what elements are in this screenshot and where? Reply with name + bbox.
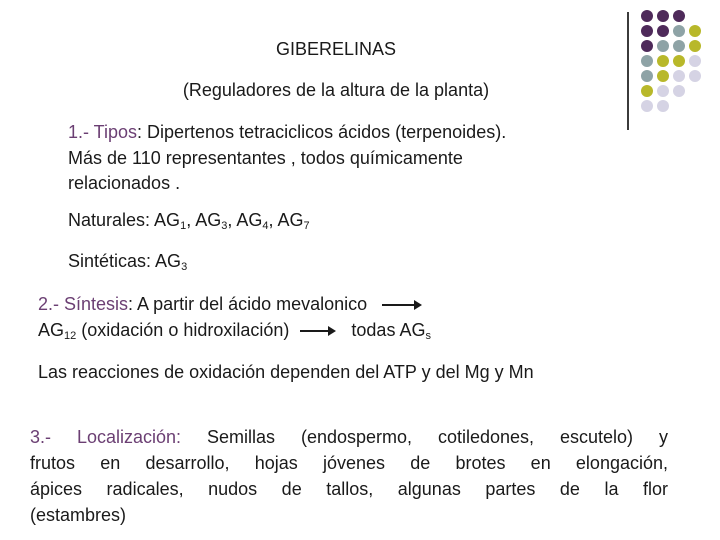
- decorative-dot: [673, 40, 685, 52]
- section-2-text: : A partir del ácido mevalonico: [128, 294, 368, 314]
- section-3-line-3: ápices radicales, nudos de tallos, algunas partes de la flor: [30, 479, 668, 499]
- naturales-sep: , AG: [227, 210, 263, 230]
- section-3-line-1: [30, 426, 668, 449]
- ag12-sub: 12: [64, 330, 77, 342]
- decorative-dot: [673, 85, 685, 97]
- decorative-dot: [657, 25, 669, 37]
- reacciones-text: Las reacciones de oxidación dependen del ATP y del Mg y Mn: [38, 362, 534, 382]
- sinteticas-line: [68, 250, 187, 273]
- todas-ags-label: todas AG: [351, 320, 426, 340]
- decorative-dot: [641, 25, 653, 37]
- page-subtitle: (Reguladores de la altura de la planta): [182, 80, 490, 100]
- decorative-dot: [689, 25, 701, 37]
- naturales-sub-1: 1: [180, 220, 187, 232]
- naturales-line: [68, 209, 310, 232]
- section-1-label: 1.- Tipos: [68, 122, 138, 142]
- section-1-text: : Dipertenos tetraciclicos ácidos (terpenoides).: [137, 122, 507, 142]
- section-1-line-3: relacionados .: [68, 173, 181, 193]
- decorative-dot: [673, 10, 685, 22]
- decorative-dot-grid: [641, 10, 720, 120]
- section-1-line-1: [68, 121, 628, 144]
- naturales-sub-2: 3: [221, 220, 228, 232]
- decorative-dot: [673, 55, 685, 67]
- decorative-dot: [689, 55, 701, 67]
- decorative-dot: [689, 40, 701, 52]
- arrow-right-icon: [382, 300, 422, 310]
- section-2-line-1: [38, 293, 422, 316]
- decorative-dot: [657, 10, 669, 22]
- decorative-dot: [673, 70, 685, 82]
- section-2-line-2: [38, 319, 431, 342]
- section-2-label: 2.- Síntesis: [38, 294, 129, 314]
- page-title: GIBERELINAS: [275, 39, 397, 59]
- sinteticas-sub: 3: [181, 261, 188, 273]
- arrow-right-icon: [300, 326, 336, 336]
- naturales-label: Naturales: AG: [68, 210, 181, 230]
- section-1-line-2: Más de 110 representantes , todos químicamente: [68, 148, 463, 168]
- section-3-line-2: frutos en desarrollo, hojas jóvenes de brotes en elongación,: [30, 453, 668, 473]
- ags-sub: s: [425, 330, 431, 342]
- divider-line: [627, 12, 629, 130]
- naturales-sep: , AG: [268, 210, 304, 230]
- ag12-label: AG: [38, 320, 65, 340]
- naturales-sub-3: 4: [262, 220, 269, 232]
- decorative-dot: [641, 10, 653, 22]
- section-3-text-1: Semillas (endospermo, cotiledones, escutelo) y: [207, 427, 668, 447]
- sinteticas-label: Sintéticas: AG: [68, 251, 182, 271]
- naturales-sub-4: 7: [303, 220, 310, 232]
- section-2-oxidation: (oxidación o hidroxilación): [76, 320, 290, 340]
- section-3-label: 3.- Localización:: [30, 427, 182, 447]
- naturales-sep: , AG: [186, 210, 222, 230]
- section-3-line-4: (estambres): [30, 505, 127, 525]
- decorative-dot: [673, 25, 685, 37]
- decorative-dot: [689, 70, 701, 82]
